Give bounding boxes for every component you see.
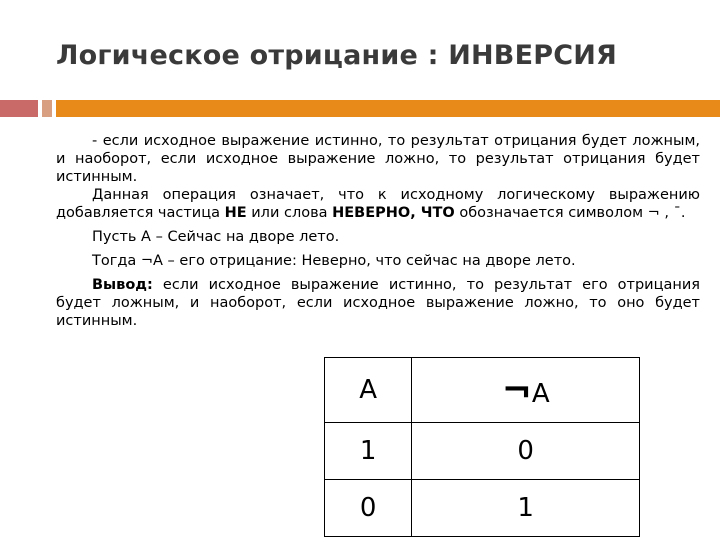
truth-table [324,357,640,537]
header-not-a-letter: А [531,378,550,409]
particle-ne: НЕ [224,205,247,221]
operation-paragraph [56,186,700,222]
header-not-a [412,358,640,423]
words-neverno: НЕВЕРНО, ЧТО [332,205,455,221]
example-paragraph: Пусть А – Сейчас на дворе лето. [92,229,340,245]
definition-paragraph: - если исходное выражение истинно, то результат отрицания будет ложным, и наоборот, если исходное выражение ложно, то результат отрицания будет истинным. [56,133,700,185]
truth-table-row [325,480,640,537]
header-a-text: А [359,375,378,405]
operation-text-end: обозначается символом ¬ , ¯. [454,205,686,221]
operation-text-mid: или слова [246,205,333,221]
truth-table-header-row [325,358,640,423]
cell-a: 1 [325,423,412,480]
operation-text-start: Данная операция означает, что к исходному логическому выражению добавляется частица [56,187,700,221]
slide-title: Логическое отрицание : ИНВЕРСИЯ [56,40,618,71]
conclusion-text: если исходное выражение истинно, то результат его отрицания будет ложным, и наоборот, если исходное выражение ложно, то оно будет истинным. [56,277,700,329]
accent-bar-right [56,100,720,117]
cell-not-a: 0 [412,423,640,480]
cell-not-a: 1 [412,480,640,537]
negation-symbol: ¬ [501,369,532,411]
conclusion-paragraph [56,276,700,330]
negation-example-paragraph: Тогда ¬А – его отрицание: Неверно, что сейчас на дворе лето. [92,253,576,269]
cell-a: 0 [325,480,412,537]
header-a [325,358,412,423]
conclusion-label: Вывод: [92,277,153,293]
accent-bar-small [42,100,52,117]
truth-table-row [325,423,640,480]
accent-bar-left [0,100,38,117]
slide-body [56,132,700,330]
